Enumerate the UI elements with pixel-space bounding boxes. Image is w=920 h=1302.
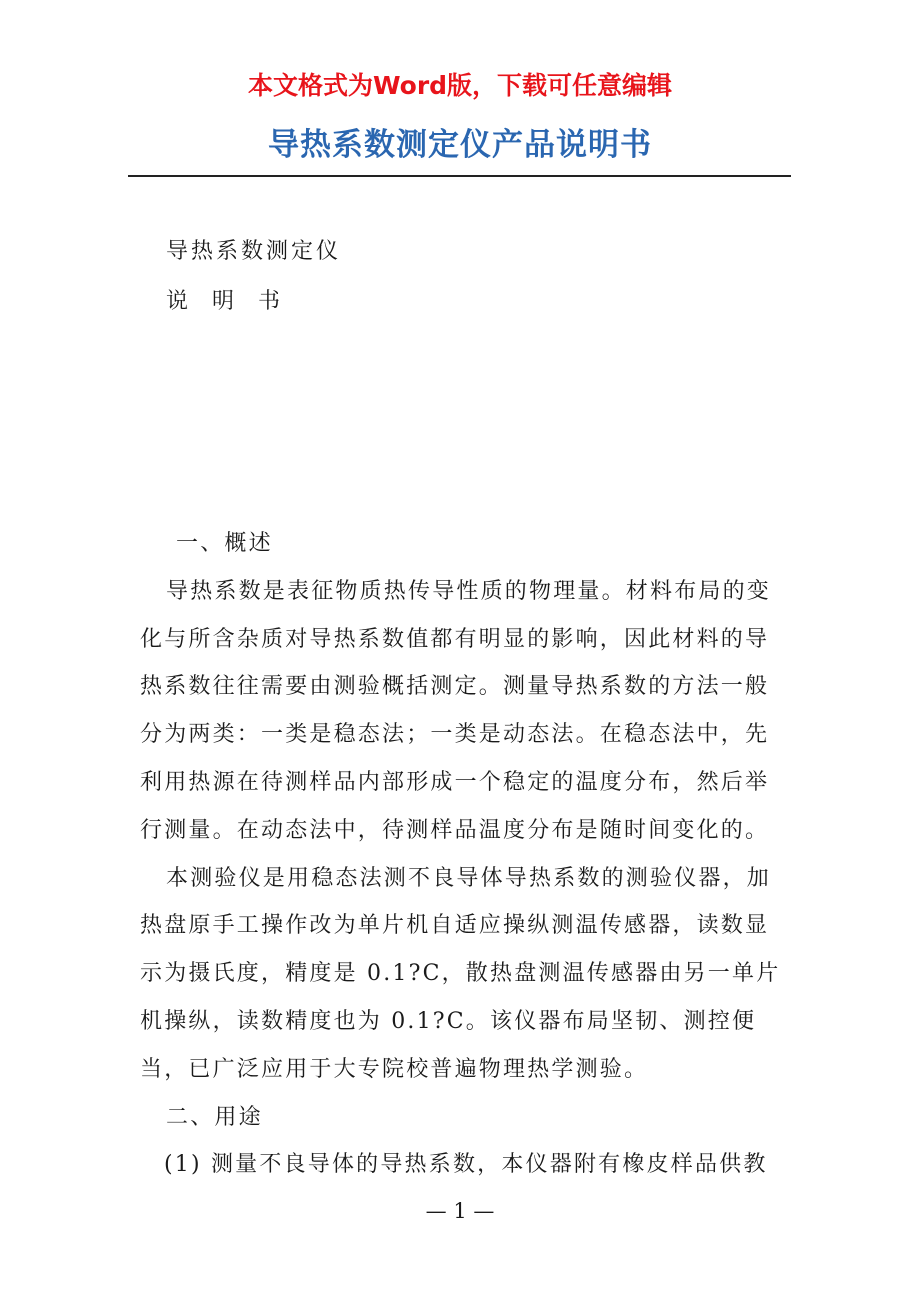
section-heading-usage: 二、用途 <box>166 1104 263 1130</box>
usage-item-1: (1) 测量不良导体的导热系数，本仪器附有橡皮样品供教 <box>164 1152 768 1178</box>
title-divider <box>128 175 791 177</box>
page-number: — 1 — <box>425 1199 495 1223</box>
cover-product-name: 导热系数测定仪 <box>166 239 342 264</box>
overview-paragraph-1: 导热系数是表征物质热传导性质的物理量。材料布局的变化与所含杂质对导热系数值都有明显的影响，因此材料的导热系数往往需要由测验概括测定。测量导热系数的方法一般分为两类：一类是稳态法；一类是动态法。在稳态法中，先利用热源在待测样品内部形成一个稳定的温度分布，然后举行测量。在动态法中，待测样品温度分布是随时间变化的。 <box>140 578 772 843</box>
overview-paragraph-2: 本测验仪是用稳态法测不良导体导热系数的测验仪器，加热盘原手工操作改为单片机自适应操纵测温传感器，读数显示为摄氏度，精度是 0.1?C，散热盘测温传感器由另一单片机操纵，读数精度也为 0.1?C。该仪器布局坚韧、测控便当，已广泛应用于大专院校普遍物理热学测验。 <box>140 865 781 1082</box>
section-heading-overview: 一、概述 <box>176 531 273 556</box>
download-banner: 本文格式为Word版，下载可任意编辑 <box>247 71 673 100</box>
document-title: 导热系数测定仪产品说明书 <box>268 127 652 163</box>
cover-manual-label: 说明书 <box>166 289 305 314</box>
document-body <box>140 520 790 1189</box>
